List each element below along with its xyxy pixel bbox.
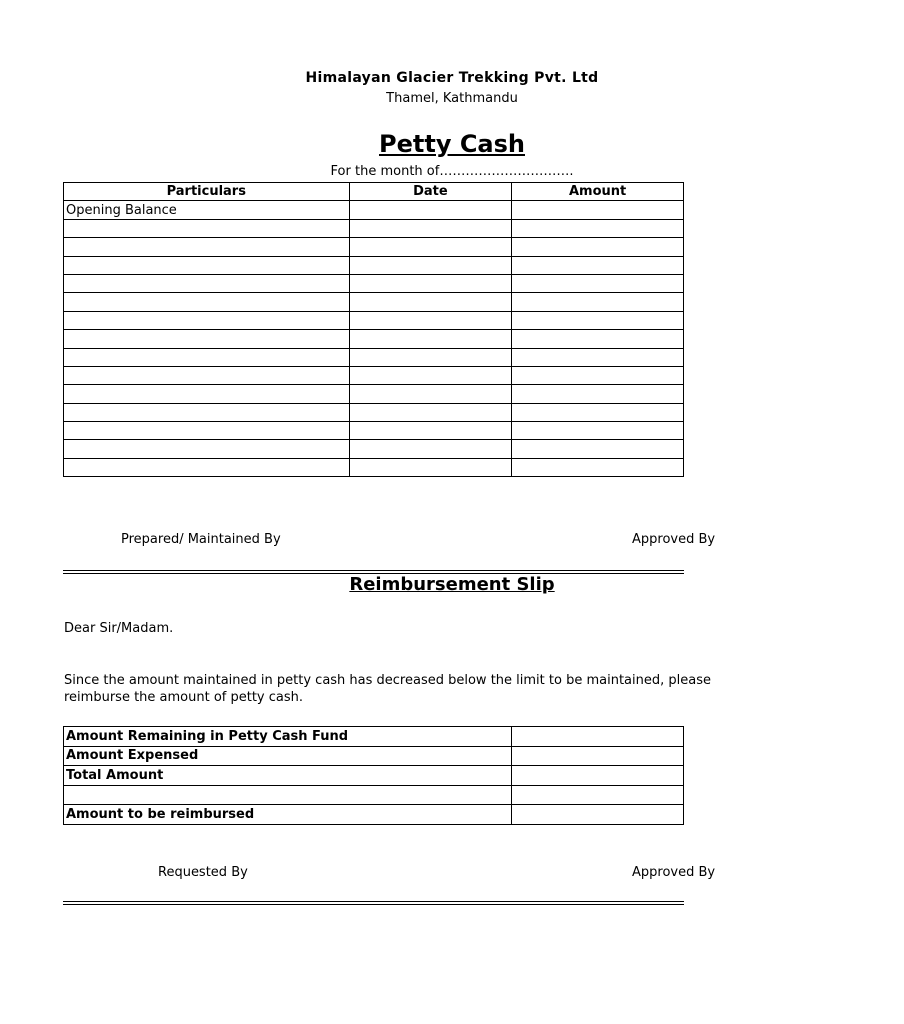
cell-particulars: [64, 348, 350, 366]
petty-cash-table-body: [64, 201, 684, 477]
footer-line-top: [63, 901, 684, 902]
cell-amount: [512, 311, 684, 329]
reimbursement-value: [512, 727, 684, 747]
table-row: [64, 727, 684, 747]
cell-amount: [512, 256, 684, 274]
cell-date: [349, 219, 512, 237]
cell-particulars: [64, 238, 350, 256]
cell-date: [349, 330, 512, 348]
cell-date: [349, 458, 512, 476]
table-row: [64, 330, 684, 348]
table-row: [64, 746, 684, 766]
reimbursement-value: [512, 785, 684, 805]
table-row: [64, 458, 684, 476]
month-line: For the month of………………………….: [330, 164, 574, 179]
requested-by-label: Requested By: [158, 865, 248, 880]
approved-by-label-slip: Approved By: [632, 865, 716, 880]
cell-amount: [512, 274, 684, 292]
cell-date: [349, 274, 512, 292]
cell-particulars: [64, 256, 350, 274]
table-row: [64, 311, 684, 329]
reimbursement-value: [512, 746, 684, 766]
reimbursement-label: [64, 785, 512, 805]
cell-date: [349, 256, 512, 274]
cell-amount: [512, 348, 684, 366]
table-row: [64, 403, 684, 421]
cell-particulars: [64, 219, 350, 237]
cell-amount: [512, 219, 684, 237]
cell-amount: [512, 385, 684, 403]
prepared-by-label: Prepared/ Maintained By: [121, 532, 281, 547]
company-name: Himalayan Glacier Trekking Pvt. Ltd: [305, 70, 599, 86]
slip-body-line-1: Since the amount maintained in petty cash has decreased below the limit to be maintained, please: [64, 673, 711, 688]
approved-by-label: Approved By: [632, 532, 716, 547]
table-row: [64, 348, 684, 366]
reimbursement-label: Amount Remaining in Petty Cash Fund: [64, 727, 512, 747]
cell-particulars: [64, 366, 350, 384]
divider-line-top: [63, 570, 684, 571]
cell-date: [349, 422, 512, 440]
cell-particulars: [64, 422, 350, 440]
cell-amount: [512, 440, 684, 458]
cell-date: [349, 385, 512, 403]
cell-particulars: [64, 293, 350, 311]
table-row: [64, 366, 684, 384]
reimbursement-slip-title: Reimbursement Slip: [349, 574, 555, 595]
table-row: [64, 385, 684, 403]
cell-particulars: [64, 440, 350, 458]
reimbursement-table-body: [64, 727, 684, 825]
table-row: [64, 219, 684, 237]
table-row: [64, 238, 684, 256]
cell-amount: [512, 458, 684, 476]
cell-particulars: [64, 403, 350, 421]
table-row: [64, 422, 684, 440]
cell-date: [349, 366, 512, 384]
column-header-date: Date: [349, 183, 512, 201]
reimbursement-table: [63, 726, 684, 825]
cell-date: [349, 293, 512, 311]
column-header-amount: Amount: [512, 183, 684, 201]
table-row: [64, 256, 684, 274]
cell-date: [349, 348, 512, 366]
cell-amount: [512, 422, 684, 440]
cell-amount: [512, 293, 684, 311]
cell-date: [349, 311, 512, 329]
table-row: [64, 805, 684, 825]
cell-particulars: [64, 330, 350, 348]
column-header-particulars: Particulars: [64, 183, 350, 201]
cell-particulars: Opening Balance: [64, 201, 350, 219]
salutation: Dear Sir/Madam.: [64, 621, 174, 636]
table-row: [64, 766, 684, 786]
petty-cash-table: [63, 182, 684, 477]
cell-amount: [512, 238, 684, 256]
cell-date: [349, 238, 512, 256]
table-row: [64, 440, 684, 458]
cell-date: [349, 201, 512, 219]
page-title: Petty Cash: [379, 130, 525, 158]
table-row: [64, 293, 684, 311]
table-header-row: [64, 183, 684, 201]
reimbursement-label: Amount to be reimbursed: [64, 805, 512, 825]
slip-body-line-2: reimburse the amount of petty cash.: [64, 690, 304, 705]
cell-date: [349, 403, 512, 421]
reimbursement-value: [512, 805, 684, 825]
table-row: [64, 201, 684, 219]
cell-particulars: [64, 385, 350, 403]
company-address: Thamel, Kathmandu: [386, 91, 518, 106]
cell-amount: [512, 330, 684, 348]
cell-particulars: [64, 311, 350, 329]
reimbursement-value: [512, 766, 684, 786]
cell-date: [349, 440, 512, 458]
table-row: [64, 274, 684, 292]
reimbursement-label: Total Amount: [64, 766, 512, 786]
footer-line-bottom: [63, 904, 684, 905]
table-row: [64, 785, 684, 805]
cell-particulars: [64, 458, 350, 476]
cell-amount: [512, 366, 684, 384]
cell-particulars: [64, 274, 350, 292]
cell-amount: [512, 403, 684, 421]
reimbursement-label: Amount Expensed: [64, 746, 512, 766]
cell-amount: [512, 201, 684, 219]
